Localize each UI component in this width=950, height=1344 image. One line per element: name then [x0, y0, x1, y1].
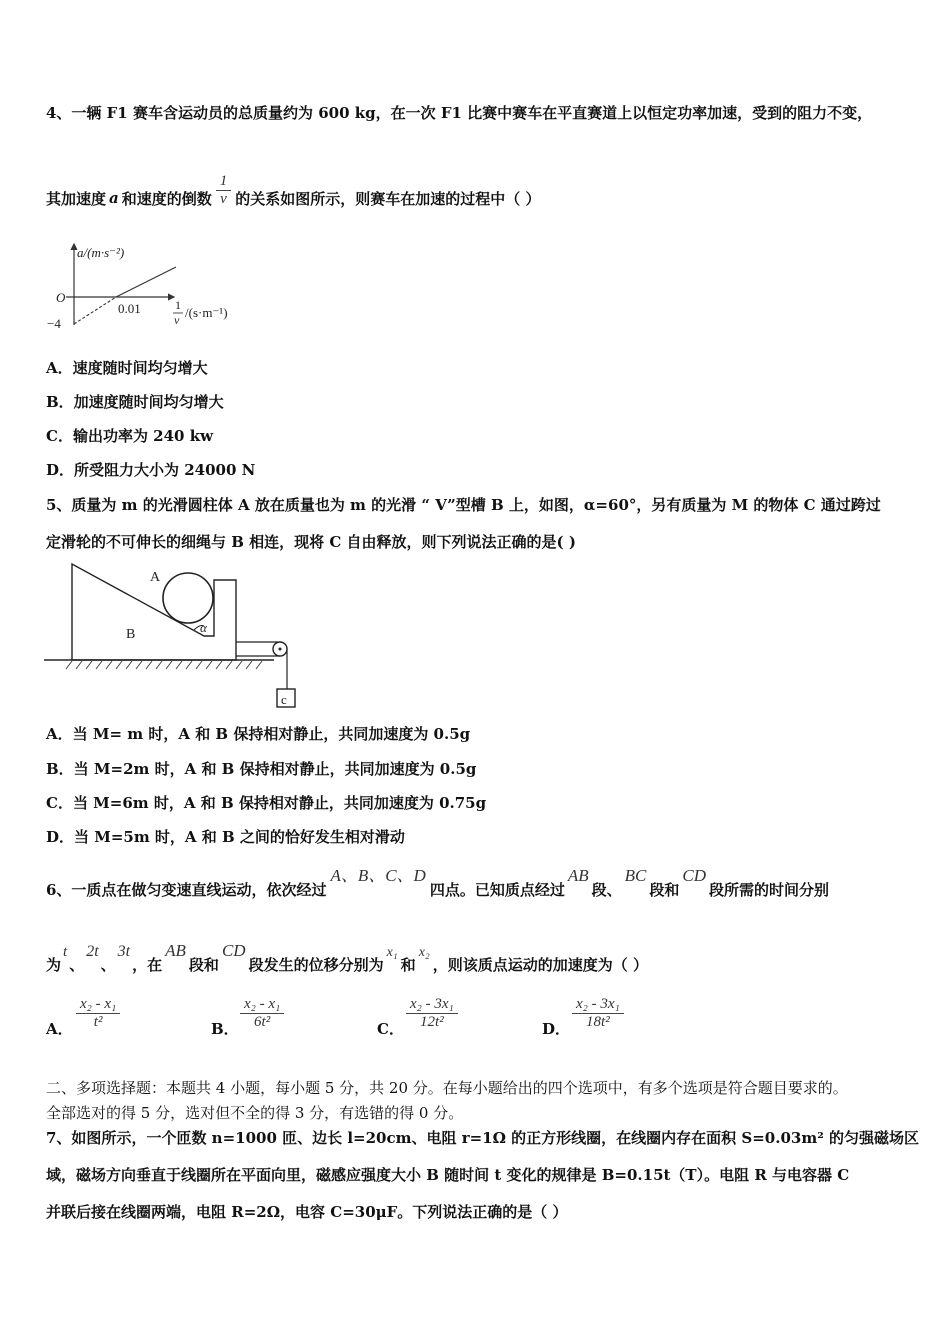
q6-line2-text-d: 段发生的位移分别为: [248, 956, 384, 974]
frac-den: 18t²: [572, 1013, 624, 1031]
graph-line-dashed: [74, 297, 116, 324]
origin-label: O: [56, 290, 66, 305]
q4-option-d: D．所受阻力大小为 24000 N: [46, 461, 256, 479]
q5-option-b: B．当 M=2m 时，A 和 B 保持相对静止，共同加速度为 0.5g: [46, 760, 477, 778]
frac-den: v: [216, 190, 232, 208]
q6-sep2: 、: [100, 956, 116, 974]
q4-option-c: C．输出功率为 240 kw: [46, 427, 214, 445]
frac-num: x₂ - 3x₁: [410, 996, 454, 1012]
label-alpha: α: [200, 620, 207, 635]
q6-option-d-label: D．: [542, 1020, 571, 1038]
ground-hatching: [66, 661, 262, 669]
q4-inverse-velocity-fraction: [216, 173, 232, 208]
q6-line1-text-e: 段所需的时间分别: [709, 881, 830, 899]
q5-line1: 5、质量为 m 的光滑圆柱体 A 放在质量也为 m 的光滑 “ V”型槽 B 上，如图，α=60°，另有质量为 M 的物体 C 通过跨过: [46, 496, 881, 514]
q4-var-a: a: [109, 189, 119, 207]
q6-line2-text-c: 段和: [188, 956, 219, 974]
x-tick-label: 0.01: [118, 301, 141, 316]
x-label-num: 1: [175, 298, 181, 312]
frac-den: t²: [76, 1013, 120, 1031]
q6-x2: x₂: [418, 945, 430, 960]
q6-line2-text-b: ，在: [132, 956, 163, 974]
q6-line1-text-a: 6、一质点在做匀变速直线运动，依次经过: [46, 881, 327, 899]
frac-den: 12t²: [406, 1013, 458, 1031]
q6-option-c-fraction: [406, 996, 458, 1031]
q6-seg2-cd: CD: [221, 941, 246, 960]
q6-line2-text-a: 为: [46, 956, 62, 974]
frac-num: 1: [219, 172, 228, 189]
q7-line1: 7、如图所示，一个匝数 n=1000 匝、边长 l=20cm、电阻 r=1Ω 的正方形线圈，在线圈内存在面积 S=0.03m² 的匀强磁场区: [46, 1129, 919, 1147]
q6-seg-ab: AB: [567, 866, 589, 885]
q5-line2: 定滑轮的不可伸长的细绳与 B 相连，现将 C 自由释放，则下列说法正确的是( ): [46, 533, 576, 551]
frac-num: x₂ - x₁: [244, 996, 281, 1012]
section2-line1: 二、多项选择题：本题共 4 小题，每小题 5 分，共 20 分。在每小题给出的四个选项中，有多个选项是符合题目要求的。: [46, 1079, 848, 1097]
q4-line2-text-c: 的关系如图所示，则赛车在加速的过程中（ ）: [235, 189, 541, 208]
q6-t2: 2t: [86, 943, 99, 960]
q5-option-c: C．当 M=6m 时，A 和 B 保持相对静止，共同加速度为 0.75g: [46, 794, 487, 812]
q6-t3: 3t: [117, 943, 131, 960]
x-label-unit: /(s·m⁻¹): [185, 305, 228, 320]
q4-graph: [44, 240, 254, 340]
q6-option-c-label: C．: [377, 1020, 404, 1038]
q6-seg-cd: CD: [682, 866, 707, 885]
q6-x1: x₁: [386, 945, 398, 960]
frac-den: 6t²: [240, 1013, 284, 1031]
q4-option-a: A．速度随时间均匀增大: [46, 359, 208, 377]
graph-line-solid: [116, 267, 176, 297]
q6-option-d-fraction: [572, 996, 624, 1031]
q6-option-b-label: B．: [211, 1020, 239, 1038]
q6-seg2-ab: AB: [165, 941, 186, 960]
q4-line2-text-b: 和速度的倒数: [121, 189, 212, 208]
q6-line1-text-d: 段和: [649, 881, 680, 899]
q6-option-b-fraction: [240, 996, 284, 1031]
label-a: A: [150, 570, 161, 585]
q7-line2: 域，磁场方向垂直于线圈所在平面向里，磁感应强度大小 B 随时间 t 变化的规律是 B=0.15t（T）。电阻 R 与电容器 C: [46, 1166, 850, 1184]
q6-line2-text-f: ，则该质点运动的加速度为（ ）: [432, 956, 649, 974]
q6-option-a-label: A．: [46, 1020, 73, 1038]
q5-option-a: A．当 M= m 时，A 和 B 保持相对静止，共同加速度为 0.5g: [46, 725, 471, 743]
q5-figure: [44, 558, 304, 710]
x-label-den: v: [174, 313, 180, 327]
q6-option-a-fraction: [76, 996, 120, 1031]
y-intercept-label: −4: [47, 316, 61, 331]
label-c: c: [281, 692, 287, 707]
q6-t1: t: [63, 944, 68, 960]
section2-line2: 全部选对的得 5 分，选对但不全的得 3 分，有选错的得 0 分。: [46, 1104, 464, 1122]
label-b: B: [126, 627, 136, 642]
q6-seg-bc: BC: [624, 866, 647, 885]
q4-line1: 4、一辆 F1 赛车含运动员的总质量约为 600 kg，在一次 F1 比赛中赛车在平直赛道上以恒定功率加速，受到的阻力不变，: [46, 104, 873, 122]
q7-line3: 并联后接在线圈两端，电阻 R=2Ω，电容 C=30μF。下列说法正确的是（ ）: [46, 1203, 568, 1221]
q6-line1-text-c: 段、: [591, 881, 622, 899]
frac-num: x₂ - 3x₁: [576, 996, 620, 1012]
q4-line2-text-a: 其加速度: [46, 189, 107, 208]
q4-option-b: B．加速度随时间均匀增大: [46, 393, 224, 411]
q6-line1: [46, 860, 829, 900]
q6-points: A、B、C、D: [330, 866, 426, 885]
q6-line1-text-b: 四点。已知质点经过: [429, 881, 565, 899]
q6-line2: [46, 935, 648, 975]
q6-line2-text-e: 和: [400, 956, 416, 974]
pulley-axle: [279, 648, 282, 651]
q4-line2: [46, 172, 541, 218]
y-axis-label: a/(m·s⁻²): [77, 245, 125, 260]
cylinder-a: [163, 573, 213, 623]
q5-option-d: D．当 M=5m 时，A 和 B 之间的恰好发生相对滑动: [46, 828, 405, 846]
frac-num: x₂ - x₁: [80, 996, 117, 1012]
q6-sep1: 、: [69, 956, 85, 974]
